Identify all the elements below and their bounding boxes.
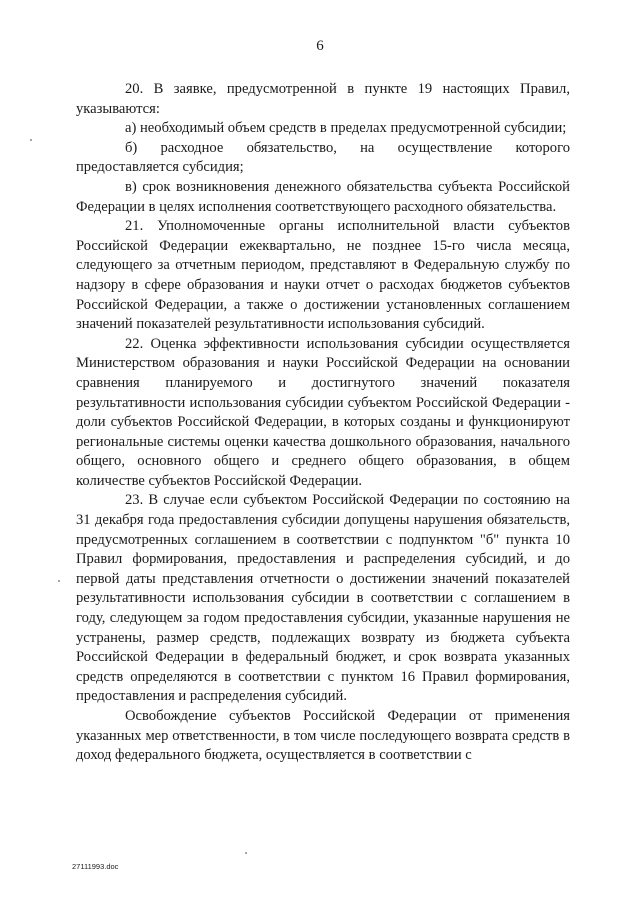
- list-item-a: а) необходимый объем средств в пределах предусмотренной субсидии;: [125, 120, 567, 137]
- paragraph-exemption: Освобождение субъектов Российской Федерации от применения указанных мер ответственности, в том числе последующего возврата средств в доход федерального бюджета, осуществляется в соответствии с: [76, 708, 570, 764]
- document-body: [76, 80, 570, 766]
- paragraph-23: 23. В случае если субъектом Российской Федерации по состоянию на 31 декабря года предоставления субсидии допущены нарушения обязательств, предусмотренных соглашением в соответствии с подпунктом "б" пункта 10 Правил формирования, предоставления и распределения субсидий, и до первой даты представления отчетности о достижении значений показателей результативности использования субсидии в соответствии с соглашением в году, следующем за годом предоставления субсидии, указанные нарушения не устранены, размер средств, подлежащих возврату из бюджета субъекта Российской Федерации в федеральный бюджет, и срок возврата указанных средств определяются в соответствии с пунктом 16 Правил формирования, предоставления и распределения субсидий.: [76, 492, 570, 705]
- scan-speck: [30, 139, 32, 141]
- scan-speck: [58, 580, 60, 582]
- paragraph-21: 21. Уполномоченные органы исполнительной власти субъектов Российской Федерации ежеквартально, не позднее 15-го числа месяца, следующего за отчетным периодом, представляют в Федеральную службу по надзору в сфере образования и науки отчет о расходах бюджетов субъектов Российской Федерации, а также о достижении установленных соглашением значений показателей результативности использования субсидий.: [76, 218, 570, 333]
- page-number: 6: [316, 38, 324, 54]
- list-item-c: в) срок возникновения денежного обязательства субъекта Российской Федерации в целях исполнения соответствующего расходного обязательства.: [76, 178, 570, 215]
- paragraph-20: 20. В заявке, предусмотренной в пункте 19 настоящих Правил, указываются:: [76, 81, 570, 117]
- scan-speck: [245, 852, 247, 854]
- list-item-b: б) расходное обязательство, на осуществление которого предоставляется субсидия;: [76, 139, 570, 176]
- paragraph-22: 22. Оценка эффективности использования субсидии осуществляется Министерством образования и науки Российской Федерации на основании сравнения планируемого и достигнутого значений показателя результативности использования субсидии субъектом Российской Федерации - доли субъектов Российской Федерации, в которых созданы и функционируют региональные системы оценки качества дошкольного образования, начального общего, основного общего и среднего общего образования, в общем количестве субъектов Российской Федерации.: [76, 335, 570, 489]
- file-name-footer: 27111993.doc: [72, 862, 119, 871]
